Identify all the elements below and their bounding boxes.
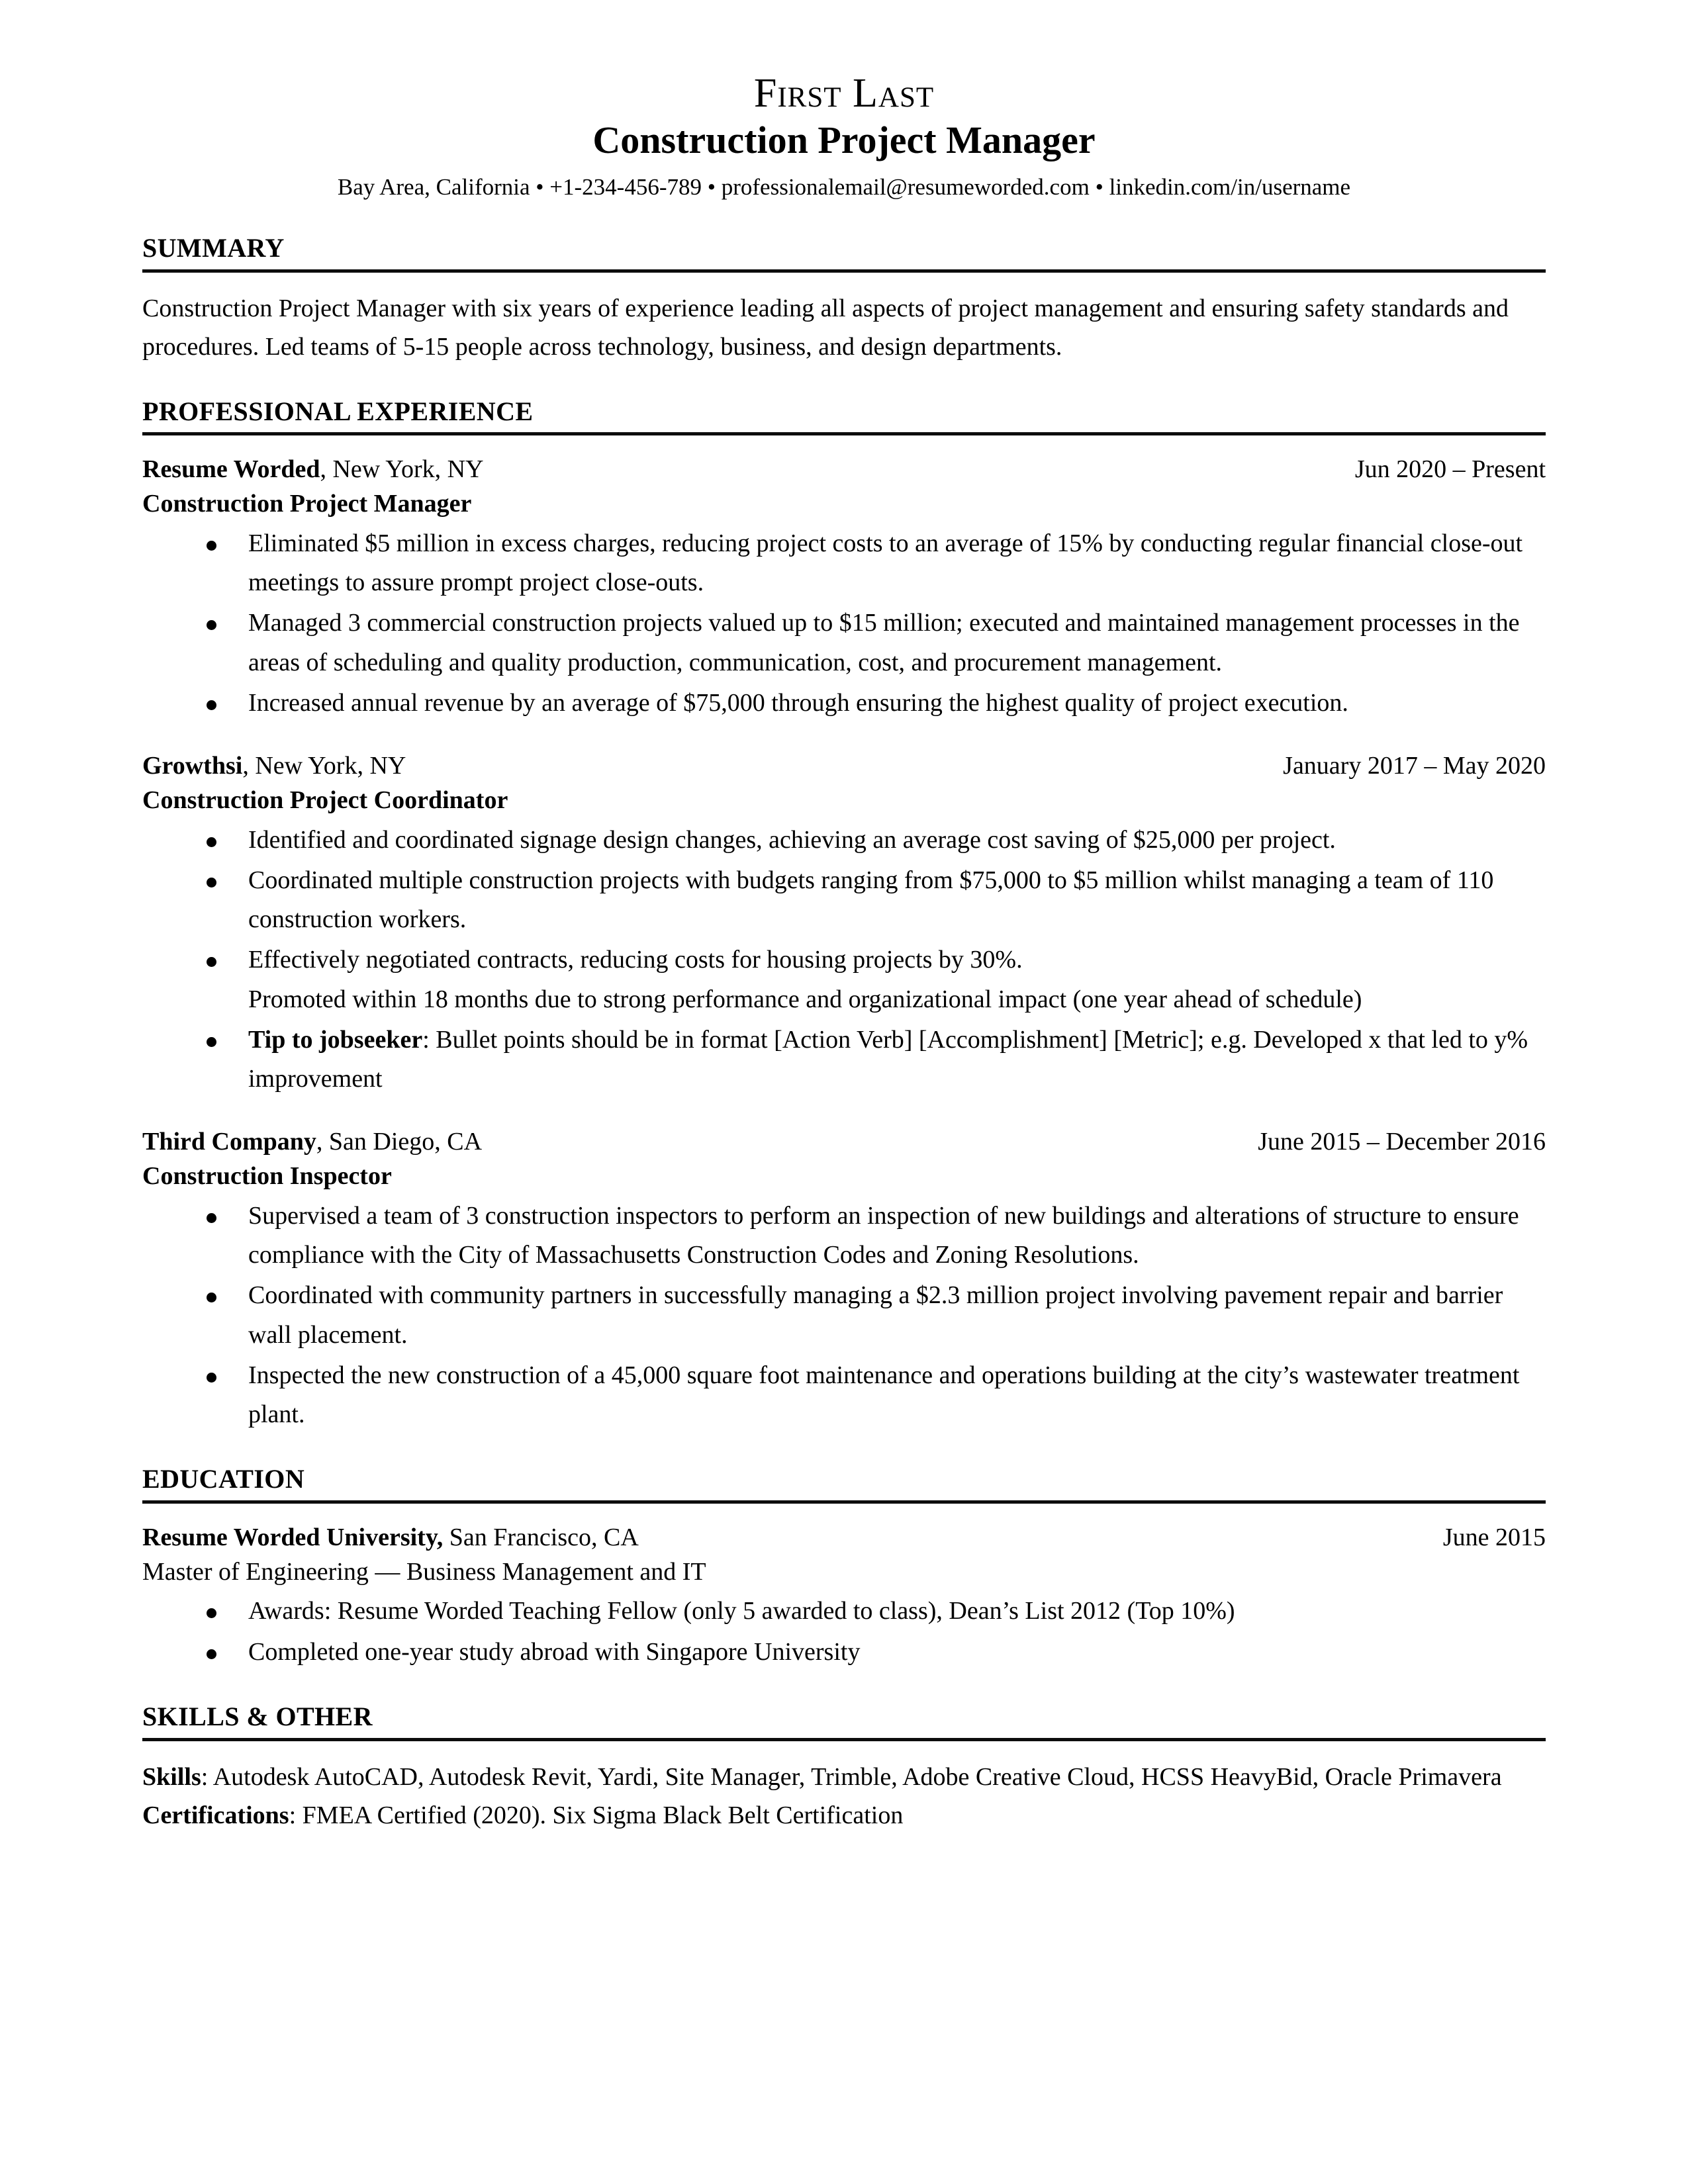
job-bullet-list — [142, 1197, 1546, 1435]
certifications-label: Certifications — [142, 1801, 289, 1829]
education-location: San Francisco, CA — [443, 1524, 639, 1552]
job-bullet — [142, 940, 1546, 1019]
education-body — [142, 1504, 1546, 1672]
tip-text: : Bullet points should be in format [Action Verb] [Accomplishment] [Metric]; e.g. Developed x that led to y% improvement — [248, 1025, 1528, 1093]
candidate-job-title: Construction Project Manager — [592, 118, 1096, 161]
job-bullet: Coordinated with community partners in successfully managing a $2.3 million project involving pavement repair and barrier wall placement. — [142, 1276, 1546, 1355]
section-heading-skills: SKILLS & OTHER — [142, 1702, 1546, 1741]
section-heading-education: EDUCATION — [142, 1465, 1546, 1504]
section-summary — [142, 234, 1546, 366]
education-header-line — [142, 1521, 1546, 1555]
job-bullet-tip — [142, 1021, 1546, 1099]
job-entry — [142, 1125, 1546, 1434]
job-bullet: Eliminated $5 million in excess charges, reducing project costs to an average of 15% by conducting regular financial close-out meetings to assure prompt project close-outs. — [142, 524, 1546, 603]
job-bullet: Identified and coordinated signage design changes, achieving an average cost saving of $25,000 per project. — [142, 821, 1546, 860]
job-bullet: Inspected the new construction of a 45,000 square foot maintenance and operations building at the city’s wastewater treatment plant. — [142, 1356, 1546, 1435]
resume-header — [142, 0, 1546, 203]
job-location: , New York, NY — [320, 455, 484, 484]
job-header-line — [142, 749, 1546, 784]
job-bullet: Supervised a team of 3 construction inspectors to perform an inspection of new buildings and alterations of structure to ensure compliance with the City of Massachusetts Construction Codes and Zoning Resolutions. — [142, 1197, 1546, 1275]
job-bullet-list — [142, 524, 1546, 723]
job-role: Construction Project Manager — [142, 490, 472, 518]
experience-body — [142, 435, 1546, 1434]
job-header-line — [142, 1125, 1546, 1160]
education-date: June 2015 — [1442, 1524, 1546, 1552]
summary-text: Construction Project Manager with six years of experience leading all aspects of project management and ensuring safety standards and procedures. Led teams of 5-15 people across technology, business, and design departments. — [142, 295, 1509, 361]
education-school: Resume Worded University, — [142, 1524, 444, 1552]
job-header-line — [142, 453, 1546, 487]
section-experience — [142, 397, 1546, 1435]
job-bullet: Increased annual revenue by an average of $75,000 through ensuring the highest quality of project execution. — [142, 684, 1546, 723]
job-dates: Jun 2020 – Present — [1354, 455, 1546, 484]
job-company: Resume Worded — [142, 455, 320, 484]
candidate-name: First Last — [753, 71, 935, 116]
education-degree: Master of Engineering — Business Management and IT — [142, 1557, 706, 1586]
job-company-location — [142, 1125, 482, 1160]
contact-line: Bay Area, California • +1-234-456-789 • professionalemail@resumeworded.com • linkedin.com/in/username — [337, 173, 1351, 200]
job-bullet-list — [142, 821, 1546, 1099]
job-bullet: Coordinated multiple construction projects with budgets ranging from $75,000 to $5 million whilst managing a team of 110 construction workers. — [142, 861, 1546, 940]
job-company-location — [142, 749, 406, 784]
education-school-location — [142, 1521, 639, 1555]
skills-label: Skills — [142, 1762, 201, 1791]
job-entry — [142, 453, 1546, 723]
job-company-location — [142, 453, 484, 487]
job-company: Growthsi — [142, 752, 243, 780]
skills-body — [142, 1741, 1546, 1835]
education-bullet-list — [142, 1592, 1546, 1672]
job-bullet-text: Effectively negotiated contracts, reducing costs for housing projects by 30%. — [248, 946, 1023, 974]
skills-row — [142, 1758, 1546, 1797]
certifications-row — [142, 1797, 1546, 1835]
job-role: Construction Project Coordinator — [142, 786, 508, 814]
job-location: , New York, NY — [242, 752, 406, 780]
section-heading-summary: SUMMARY — [142, 234, 1546, 273]
certifications-value: : FMEA Certified (2020). Six Sigma Black Belt Certification — [289, 1801, 904, 1829]
summary-body — [142, 273, 1546, 367]
education-bullet: Awards: Resume Worded Teaching Fellow (only 5 awarded to class), Dean’s List 2012 (Top 10%) — [142, 1592, 1546, 1631]
section-skills — [142, 1702, 1546, 1835]
job-company: Third Company — [142, 1128, 316, 1156]
section-education — [142, 1465, 1546, 1672]
job-bullet: Managed 3 commercial construction projects valued up to $15 million; executed and maintained management processes in the areas of scheduling and quality production, communication, cost, and procurement management. — [142, 604, 1546, 682]
job-dates: January 2017 – May 2020 — [1283, 752, 1546, 780]
tip-label: Tip to jobseeker — [248, 1025, 423, 1054]
section-heading-experience: PROFESSIONAL EXPERIENCE — [142, 397, 1546, 436]
education-bullet: Completed one-year study abroad with Singapore University — [142, 1633, 1546, 1672]
job-role: Construction Inspector — [142, 1162, 392, 1191]
job-location: , San Diego, CA — [316, 1128, 483, 1156]
job-dates: June 2015 – December 2016 — [1258, 1128, 1546, 1156]
job-entry — [142, 749, 1546, 1099]
skills-value: : Autodesk AutoCAD, Autodesk Revit, Yardi, Site Manager, Trimble, Adobe Creative Cloud, HCSS HeavyBid, Oracle Primavera — [201, 1762, 1502, 1791]
job-bullet-subtext: Promoted within 18 months due to strong performance and organizational impact (one year ahead of schedule) — [248, 985, 1362, 1013]
